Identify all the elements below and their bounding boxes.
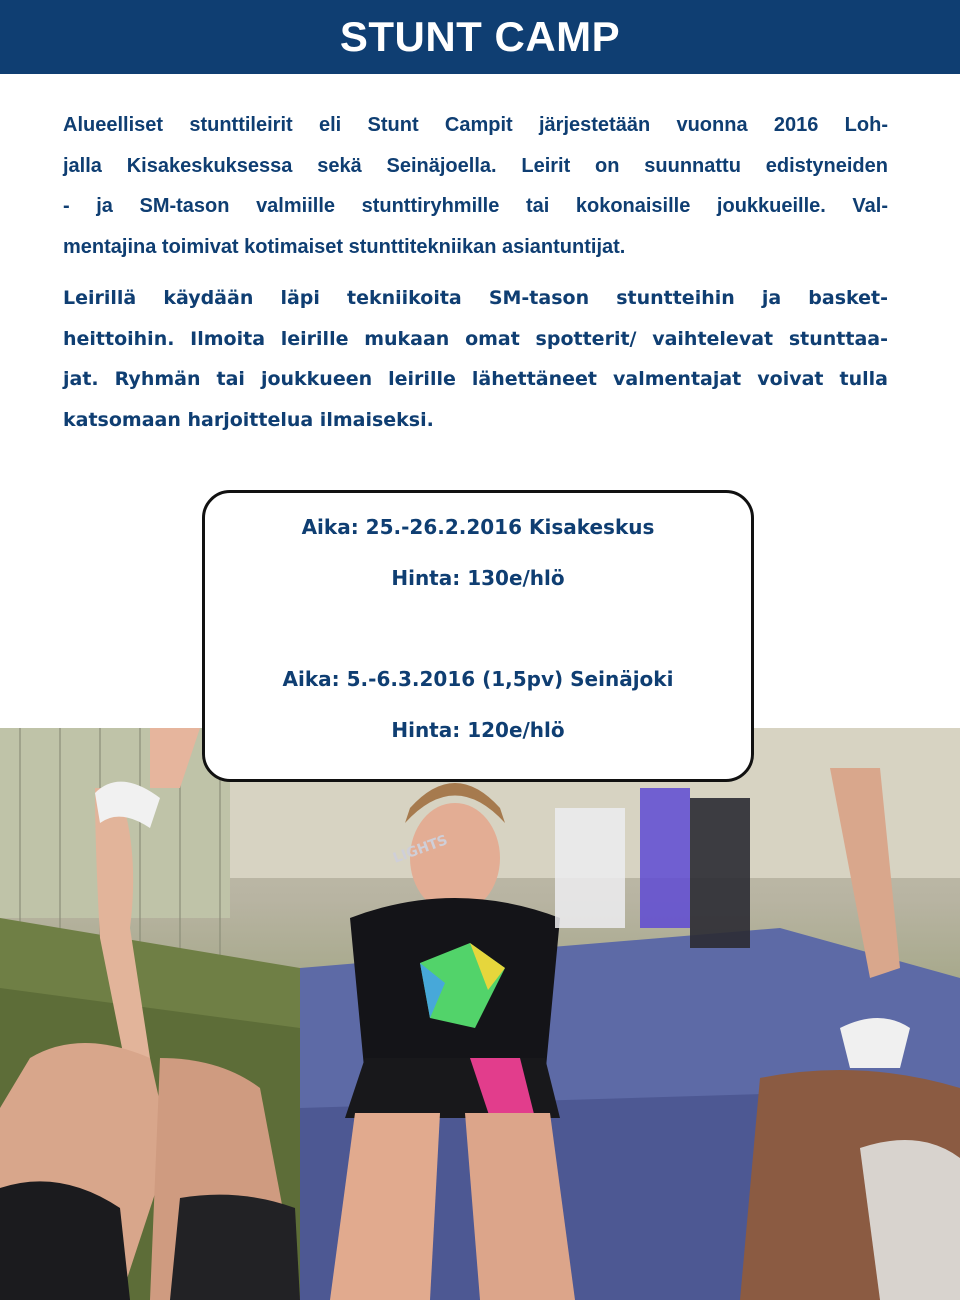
intro-paragraph-1 [63, 105, 888, 268]
text-line: heittoihin. Ilmoita leirille mukaan omat spotterit/ vaihtelevat stunttaa- [63, 327, 888, 350]
camp-1-price: Hinta: 130e/hlö [391, 566, 565, 590]
text-line: jalla Kisakeskuksessa sekä Seinäjoella. Leirit on suunnattu edistyneiden [63, 154, 888, 177]
camp-info-box [202, 490, 754, 782]
text-line: Alueelliset stunttileirit eli Stunt Campit järjestetään vuonna 2016 Loh- [63, 114, 888, 136]
text-line: katsomaan harjoittelua ilmaiseksi. [63, 408, 434, 431]
text-line: jat. Ryhmän tai joukkueen leirille lähettäneet valmentajat voivat tulla [63, 368, 888, 391]
text-line: - ja SM-tason valmiille stunttiryhmille tai kokonaisille joukkueille. Val- [63, 195, 888, 218]
camp-2-price: Hinta: 120e/hlö [391, 718, 565, 742]
intro-text [63, 105, 888, 441]
camp-1-date: Aika: 25.-26.2.2016 Kisakeskus [301, 515, 655, 539]
page-title: STUNT CAMP [339, 13, 621, 60]
intro-paragraph-2 [63, 278, 888, 441]
camp-2-date: Aika: 5.-6.3.2016 (1,5pv) Seinäjoki [282, 667, 674, 691]
title-banner [0, 0, 960, 74]
text-line: Leirillä käydään läpi tekniikoita SM-tason stuntteihin ja basket- [63, 286, 888, 309]
cheer-practice-photo [0, 728, 960, 1300]
text-line: mentajina toimivat kotimaiset stunttitekniikan asiantuntijat. [63, 236, 626, 259]
shirt-print: LIGHTS [390, 832, 450, 867]
